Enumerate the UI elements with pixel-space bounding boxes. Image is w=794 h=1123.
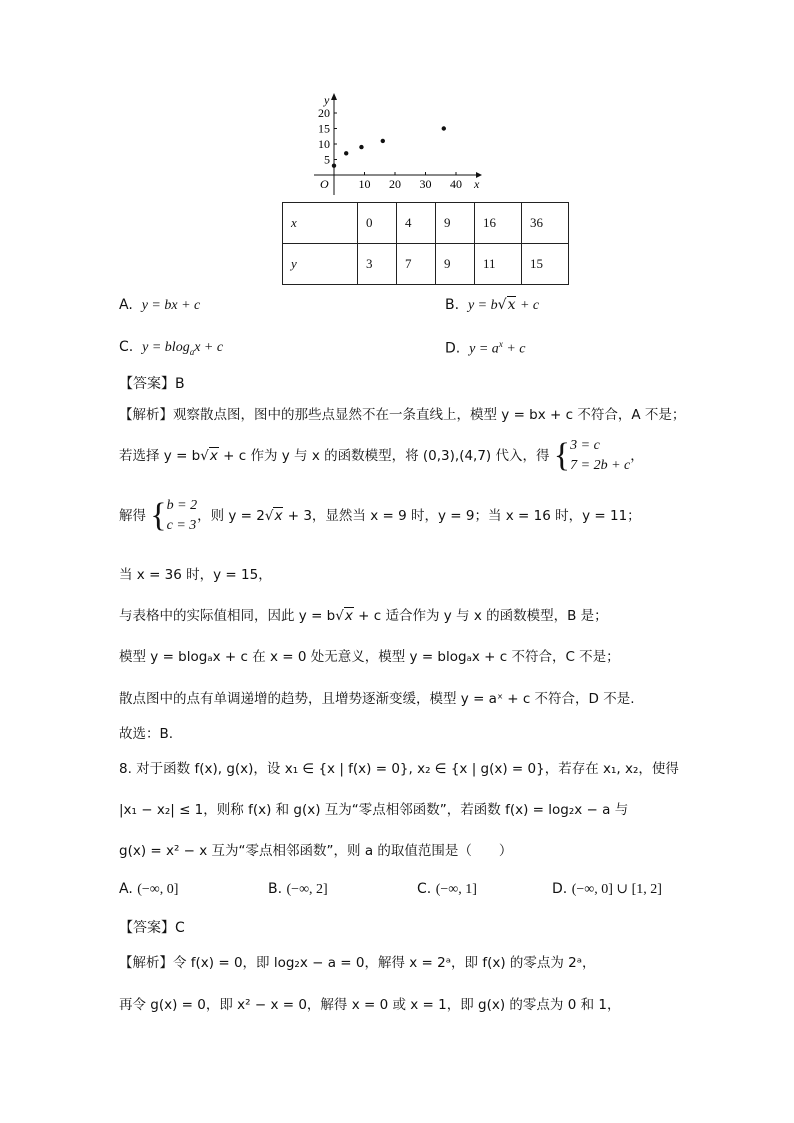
y-tick-label: 15 — [318, 121, 330, 136]
q8-option-a: A. (−∞, 0] — [119, 881, 179, 897]
data-point — [344, 151, 348, 155]
y-tick-label: 10 — [318, 137, 330, 151]
table-cell: 11 — [475, 244, 522, 285]
option-a-formula: y = bx + c — [141, 298, 201, 313]
y-tick-label: 5 — [324, 152, 330, 167]
equation-system-1: 3 = c 7 = 2b + c — [570, 438, 631, 473]
brace-icon: { — [553, 437, 571, 474]
data-point — [381, 139, 385, 143]
table-cell: 9 — [436, 203, 475, 244]
table-cell: 0 — [358, 203, 397, 244]
question-8-line-1: 8. 对于函数 f(x), g(x)，设 x₁ ∈ {x | f(x) = 0}, x₂ ∈ {x | g(x) = 0}，若存在 x₁, x₂，使得 — [119, 761, 679, 777]
scatter-chart — [300, 92, 490, 200]
x-axis-label: x — [474, 177, 480, 191]
option-a: A. y = bx + c — [119, 297, 201, 313]
brace-icon: { — [150, 497, 167, 534]
table-cell: 15 — [522, 244, 569, 285]
analysis-7-line-6: 模型 y = blogₐx + c 在 x = 0 处无意义，模型 y = blogₐx + c 不符合，C 不是； — [119, 649, 620, 665]
data-point — [442, 126, 446, 130]
answer-7: 【答案】B — [119, 376, 185, 392]
x-tick-label: 20 — [389, 177, 401, 191]
answer-8: 【答案】C — [119, 920, 185, 936]
x-tick-label: 40 — [450, 177, 462, 191]
q8-option-b: B. (−∞, 2] — [268, 881, 328, 897]
table-row — [283, 244, 569, 285]
option-d: D. $y = a^x + c$ — [445, 339, 526, 357]
row-label: x — [283, 203, 358, 244]
table-cell: 7 — [397, 244, 436, 285]
y-axis-arrow-icon — [331, 93, 337, 100]
data-table — [282, 202, 569, 285]
table-cell: 3 — [358, 244, 397, 285]
table-cell: 4 — [397, 203, 436, 244]
table-cell: 36 — [522, 203, 569, 244]
question-8-line-3: g(x) = x² − x 互为“零点相邻函数”，则 a 的取值范围是（ ） — [119, 843, 513, 859]
x-tick-label: 30 — [419, 177, 432, 191]
data-point — [359, 145, 363, 149]
question-8-line-2: |x₁ − x₂| ≤ 1，则称 f(x) 和 g(x) 互为“零点相邻函数”，若函数 f(x) = log₂x − a 与 — [119, 802, 629, 818]
origin-label: O — [320, 177, 329, 191]
q8-option-d: D. (−∞, 0] ∪ [1, 2] — [552, 881, 662, 897]
x-tick-label: 10 — [358, 177, 371, 191]
table-cell: 9 — [436, 244, 475, 285]
analysis-7-line-2: 若选择 y = b√x + c 作为 y 与 x 的函数模型，将 (0,3),(4,7) 代入，得 {3 = c 7 = 2b + c， — [119, 437, 644, 474]
analysis-8-line-1: 【解析】令 f(x) = 0，即 log₂x − a = 0，解得 x = 2ᵃ，即 f(x) 的零点为 2ᵃ， — [119, 955, 596, 971]
analysis-7-line-4: 当 x = 36 时，y = 15， — [119, 567, 272, 583]
option-b: B. y = b√x + c — [445, 297, 540, 313]
y-axis-label: y — [324, 93, 330, 107]
q8-option-c: C. (−∞, 1] — [417, 881, 477, 897]
analysis-7-line-5: 与表格中的实际值相同，因此 y = b√x + c 适合作为 y 与 x 的函数模型，B 是； — [119, 608, 608, 624]
analysis-7-line-1: 【解析】观察散点图，图中的那些点显然不在一条直线上，模型 y = bx + c 不符合，A 不是； — [119, 407, 686, 423]
table-row — [283, 203, 569, 244]
analysis-7-line-8: 故选：B. — [119, 726, 174, 742]
analysis-8-line-2: 再令 g(x) = 0，即 x² − x = 0，解得 x = 0 或 x = 1，即 g(x) 的零点为 0 和 1， — [119, 997, 621, 1013]
equation-system-2: b = 2 c = 3 — [166, 498, 198, 533]
analysis-7-line-7: 散点图中的点有单调递增的趋势，且增势逐渐变缓，模型 y = aˣ + c 不符合，D 不是. — [119, 691, 635, 707]
row-label: y — [283, 244, 358, 285]
table-cell: 16 — [475, 203, 522, 244]
analysis-7-line-3: 解得 {b = 2 c = 3，则 y = 2√x + 3，显然当 x = 9 时，y = 9；当 x = 16 时，y = 11； — [119, 497, 641, 534]
option-c: C. y = blog$_a$x + c — [119, 339, 224, 357]
data-point — [332, 164, 336, 168]
y-tick-label: 20 — [318, 106, 330, 120]
